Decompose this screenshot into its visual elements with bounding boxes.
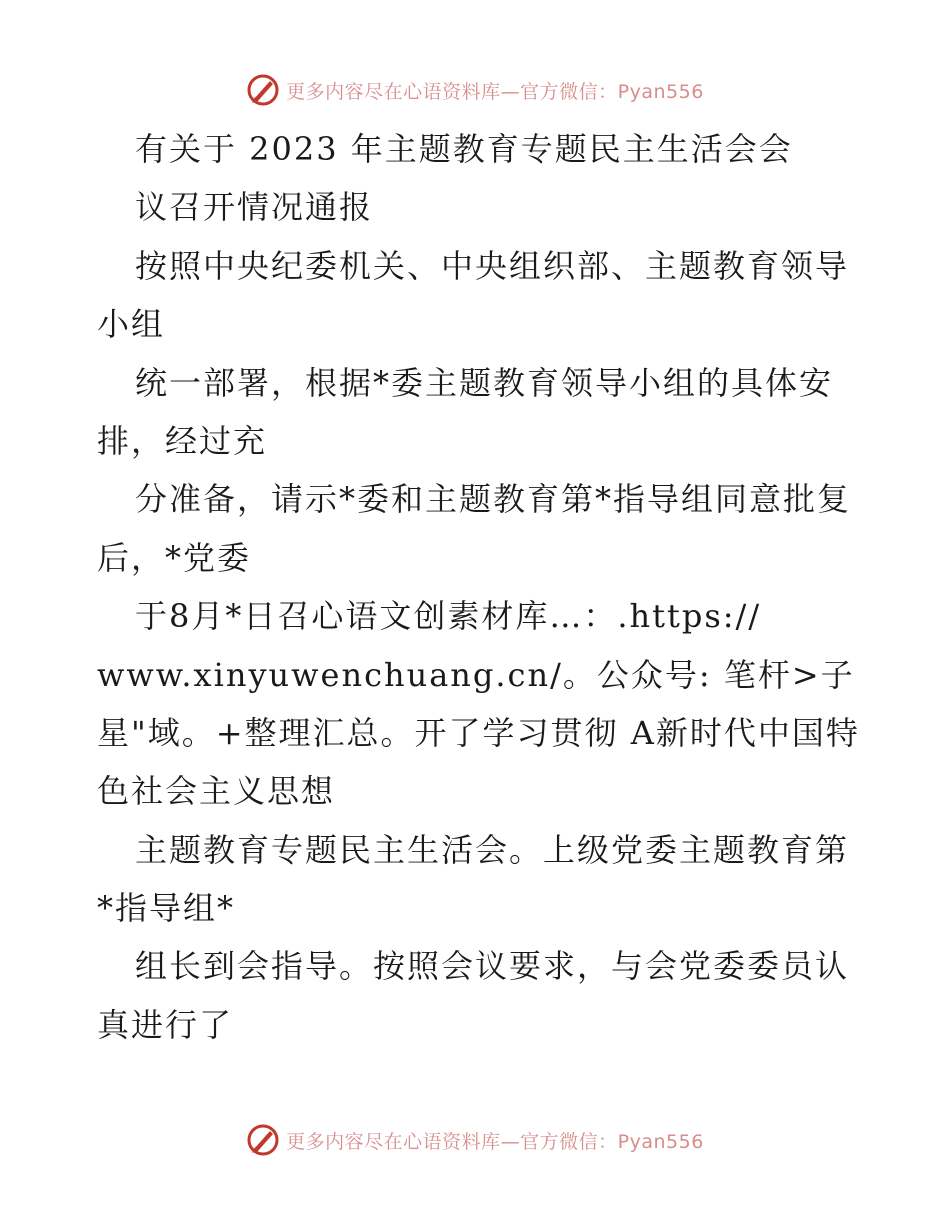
footer-banner-text: 更多内容尽在心语资料库—官方微信：Pyan556 (286, 1130, 704, 1153)
pen-logo-icon (246, 1123, 280, 1157)
paragraph-line: 后，*党委 (97, 538, 252, 577)
paragraph-line: 色社会主义思想 (97, 772, 336, 811)
paragraph-line: 于8月*日召心语文创素材库…：.https:// (135, 597, 762, 636)
footer-banner (0, 1120, 950, 1160)
paragraph-line: 排，经过充 (97, 421, 268, 460)
paragraph-line: 统一部署，根据*委主题教育领导小组的具体安 (135, 363, 834, 402)
title-line: 议召开情况通报 (135, 188, 374, 227)
paragraph-line: 组长到会指导。按照会议要求，与会党委委员认 (135, 947, 850, 986)
paragraph-line: www.xinyuwenchuang.cn/。公众号: 笔杆>子 (97, 655, 855, 694)
paragraph-line: 主题教育专题民主生活会。上级党委主题教育第 (135, 830, 850, 869)
header-banner (0, 70, 950, 110)
header-banner-text: 更多内容尽在心语资料库—官方微信：Pyan556 (286, 80, 704, 103)
document-body (97, 120, 860, 1054)
paragraph-line: *指导组* (97, 889, 236, 928)
paragraph-line: 按照中央纪委机关、中央组织部、主题教育领导 (135, 246, 850, 285)
paragraph-line: 星"域。+整理汇总。开了学习贯彻 A新时代中国特 (97, 713, 860, 752)
pen-logo-icon (246, 73, 280, 107)
paragraph-line: 分准备，请示*委和主题教育第*指导组同意批复 (135, 480, 852, 519)
paragraph-line: 小组 (97, 305, 166, 344)
paragraph-line: 真进行了 (97, 1005, 234, 1044)
title-line: 有关于 2023 年主题教育专题民主生活会会 (135, 130, 793, 168)
